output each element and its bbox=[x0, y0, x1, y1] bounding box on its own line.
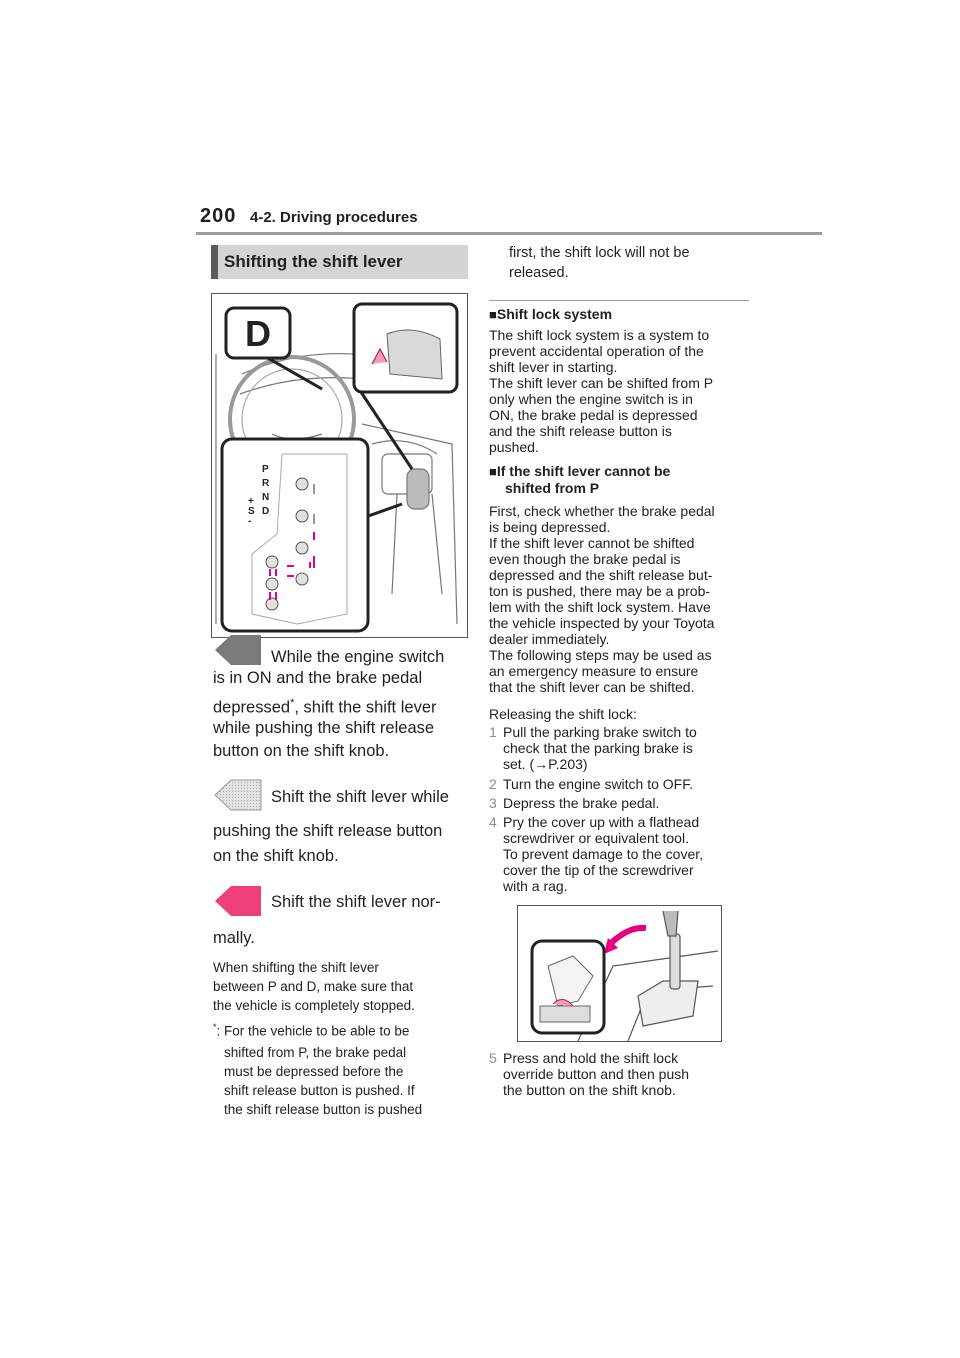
footnote-line-3: must be depressed before the bbox=[224, 1064, 404, 1079]
subsection-rule bbox=[489, 300, 749, 301]
note-line-3: the vehicle is completely stopped. bbox=[213, 998, 415, 1013]
section-title: 4-2. Driving procedures bbox=[250, 209, 418, 226]
header-rule bbox=[196, 232, 822, 235]
shift-lever-drawing bbox=[212, 294, 468, 638]
pry-cover-drawing bbox=[518, 906, 722, 1042]
p2-line2: pushing the shift release button bbox=[213, 822, 443, 840]
p1-line2: is in ON and the brake pedal bbox=[213, 669, 423, 687]
gate-s: S bbox=[248, 506, 255, 517]
step-4: 4 Pry the cover up with a flathead screwdriver or equivalent tool. To prevent damage to the cover, cover the tip of the screwdriver with a rag. bbox=[489, 814, 704, 894]
footnote-line-5: the shift release button is pushed bbox=[224, 1102, 423, 1117]
note-line-2: between P and D, make sure that bbox=[213, 979, 414, 994]
p1-line4: while pushing the shift release bbox=[213, 719, 435, 737]
continued-text: first, the shift lock will not be released. bbox=[509, 245, 690, 281]
shift-lock-heading: ■Shift lock system bbox=[489, 306, 613, 322]
d-label: D bbox=[245, 313, 271, 354]
p1-line3: depressed*, shift the shift lever bbox=[213, 697, 437, 717]
gate-n: N bbox=[262, 492, 270, 503]
p2-line1: Shift the shift lever while bbox=[271, 788, 449, 806]
page-number: 200 bbox=[200, 205, 237, 227]
p1-line1: While the engine switch bbox=[271, 648, 445, 666]
cannot-shift-heading: ■If the shift lever cannot be shifted from P bbox=[489, 463, 671, 496]
pink-arrow-icon bbox=[213, 884, 263, 919]
p1-line5: button on the shift knob. bbox=[213, 742, 390, 760]
p3-line2: mally. bbox=[213, 929, 255, 947]
position-d-callout bbox=[226, 308, 322, 389]
step-5: 5 Press and hold the shift lock override button and then push the button on the shift knob. bbox=[489, 1050, 690, 1098]
releasing-label: Releasing the shift lock: bbox=[489, 706, 637, 722]
step-1: 1 Pull the parking brake switch to check that the parking brake is set. (→P.203) bbox=[489, 724, 697, 772]
gate-d: D bbox=[262, 506, 270, 517]
cannot-shift-body: First, check whether the brake pedal is being depressed. If the shift lever cannot be shifted even though the brake pedal is depressed and the shift release but- ton is pushed, there may be a prob- lem with the shift lock system. Have the vehicle inspected by your Toyota dealer immediately. The following steps may be used as an emergency measure to ensure that the shift lever can be shifted. bbox=[489, 503, 715, 695]
gate-p: P bbox=[262, 464, 269, 475]
step-3: 3 Depress the brake pedal. bbox=[489, 795, 660, 811]
light-arrow-icon bbox=[213, 778, 263, 813]
grey-arrow-icon bbox=[213, 633, 263, 668]
gate-plus: + bbox=[248, 496, 254, 507]
shift-lever-illustration bbox=[211, 293, 468, 638]
gate-r: R bbox=[262, 478, 270, 489]
footnote-line-1: *: For the vehicle to be able to be bbox=[213, 1022, 410, 1039]
step-2: 2 Turn the engine switch to OFF. bbox=[489, 776, 694, 792]
gate-minus: - bbox=[248, 516, 252, 527]
footnote-line-4: shift release button is pushed. If bbox=[224, 1083, 415, 1098]
p2-line3: on the shift knob. bbox=[213, 847, 339, 865]
note-line-1: When shifting the shift lever bbox=[213, 960, 379, 975]
shift-lock-body: The shift lock system is a system to prevent accidental operation of the shift lever in starting. The shift lever can be shifted from P only when the engine switch is in ON, the brake pedal is depressed and the shift release button is pushed. bbox=[489, 327, 714, 455]
p3-line1: Shift the shift lever nor- bbox=[271, 893, 441, 911]
band-title: Shifting the shift lever bbox=[224, 252, 403, 271]
pry-cover-illustration bbox=[517, 905, 722, 1042]
footnote-line-2: shifted from P, the brake pedal bbox=[224, 1045, 407, 1060]
